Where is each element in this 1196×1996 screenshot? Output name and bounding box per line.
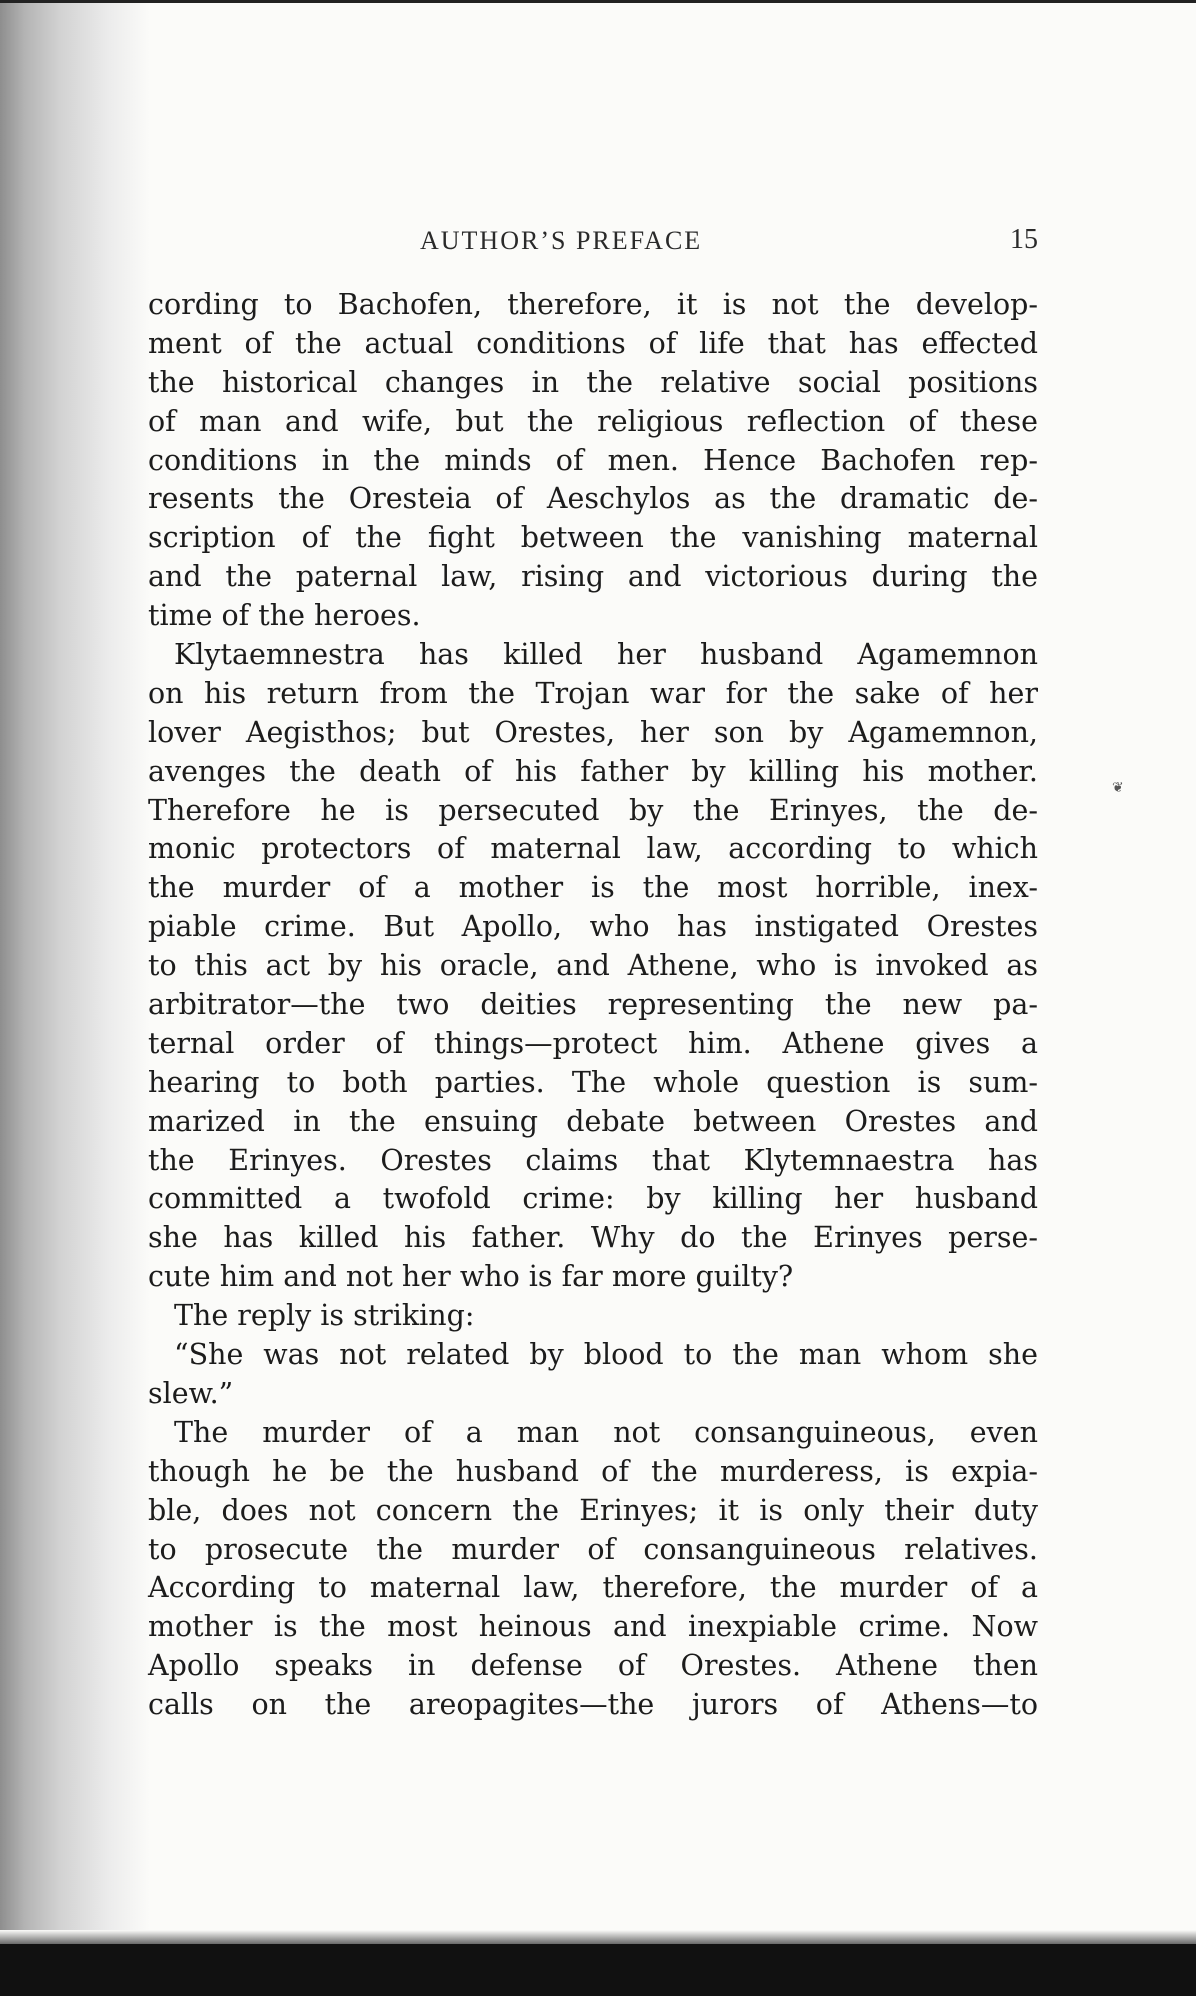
text-line: The reply is striking: <box>174 1299 475 1333</box>
text-line: Apollo speaks in defense of Orestes. Athene then <box>148 1649 1038 1683</box>
text-line: time of the heroes. <box>148 599 421 633</box>
page-top-edge <box>0 0 1196 3</box>
text-line: ble, does not concern the Erinyes; it is only their duty <box>148 1493 1038 1527</box>
text-line: scription of the fight between the vanishing maternal <box>148 521 1038 555</box>
text-line: conditions in the minds of men. Hence Bachofen rep- <box>148 443 1038 477</box>
quotation <box>148 1336 1038 1414</box>
text-line: committed a twofold crime: by killing her husband <box>148 1182 1038 1216</box>
text-line: slew.” <box>148 1376 234 1410</box>
page-header <box>148 222 1038 262</box>
text-line: monic protectors of maternal law, according to which <box>148 832 1038 866</box>
running-title: AUTHOR’S PREFACE <box>420 226 703 255</box>
text-line: cording to Bachofen, therefore, it is not the develop- <box>148 288 1038 321</box>
page-bottom-shadow <box>0 1930 1196 1944</box>
text-line: arbitrator—the two deities representing the new pa- <box>148 988 1038 1022</box>
text-line: calls on the areopagites—the jurors of Athens—to <box>148 1688 1038 1722</box>
text-line: Klytaemnestra has killed her husband Agamemnon <box>174 638 1038 672</box>
body-text <box>148 286 1038 1725</box>
ink-speck-icon: ❦ <box>1112 780 1124 796</box>
text-line: and the paternal law, rising and victorious during the <box>148 560 1038 594</box>
text-line: Therefore he is persecuted by the Erinyes, the de- <box>148 793 1038 827</box>
text-line: The murder of a man not consanguineous, even <box>174 1415 1038 1449</box>
text-line: to prosecute the murder of consanguineous relatives. <box>148 1532 1038 1566</box>
text-line: though he be the husband of the murderess, is expia- <box>148 1454 1038 1488</box>
text-line: the Erinyes. Orestes claims that Klytemnaestra has <box>148 1143 1038 1177</box>
text-line: resents the Oresteia of Aeschylos as the dramatic de- <box>148 482 1038 516</box>
text-line: avenges the death of his father by killing his mother. <box>148 754 1038 788</box>
paragraph <box>148 1297 1038 1336</box>
text-line: cute him and not her who is far more guilty? <box>148 1260 794 1294</box>
text-line: ternal order of things—protect him. Athene gives a <box>148 1026 1038 1060</box>
text-line: on his return from the Trojan war for the sake of her <box>148 676 1038 710</box>
text-line: marized in the ensuing debate between Orestes and <box>148 1104 1038 1138</box>
page-number: 15 <box>1010 224 1038 255</box>
text-line: “She was not related by blood to the man whom she <box>174 1338 1038 1372</box>
book-gutter-shadow <box>0 0 150 1996</box>
text-line: the murder of a mother is the most horrible, inex- <box>148 871 1038 905</box>
text-line: she has killed his father. Why do the Erinyes perse- <box>148 1221 1038 1255</box>
paragraph <box>148 286 1038 636</box>
text-line: lover Aegisthos; but Orestes, her son by Agamemnon, <box>148 715 1038 749</box>
text-line: According to maternal law, therefore, the murder of a <box>148 1571 1038 1605</box>
scanner-bottom-edge <box>0 1944 1196 1996</box>
text-line: piable crime. But Apollo, who has instigated Orestes <box>148 910 1038 944</box>
text-line: hearing to both parties. The whole question is sum- <box>148 1065 1038 1099</box>
text-line: of man and wife, but the religious reflection of these <box>148 404 1038 438</box>
paragraph <box>148 1414 1038 1725</box>
text-line: ment of the actual conditions of life that has effected <box>148 326 1038 360</box>
text-line: mother is the most heinous and inexpiable crime. Now <box>148 1610 1038 1644</box>
text-line: the historical changes in the relative social positions <box>148 365 1038 399</box>
text-line: to this act by his oracle, and Athene, who is invoked as <box>148 949 1038 983</box>
paragraph <box>148 636 1038 1297</box>
